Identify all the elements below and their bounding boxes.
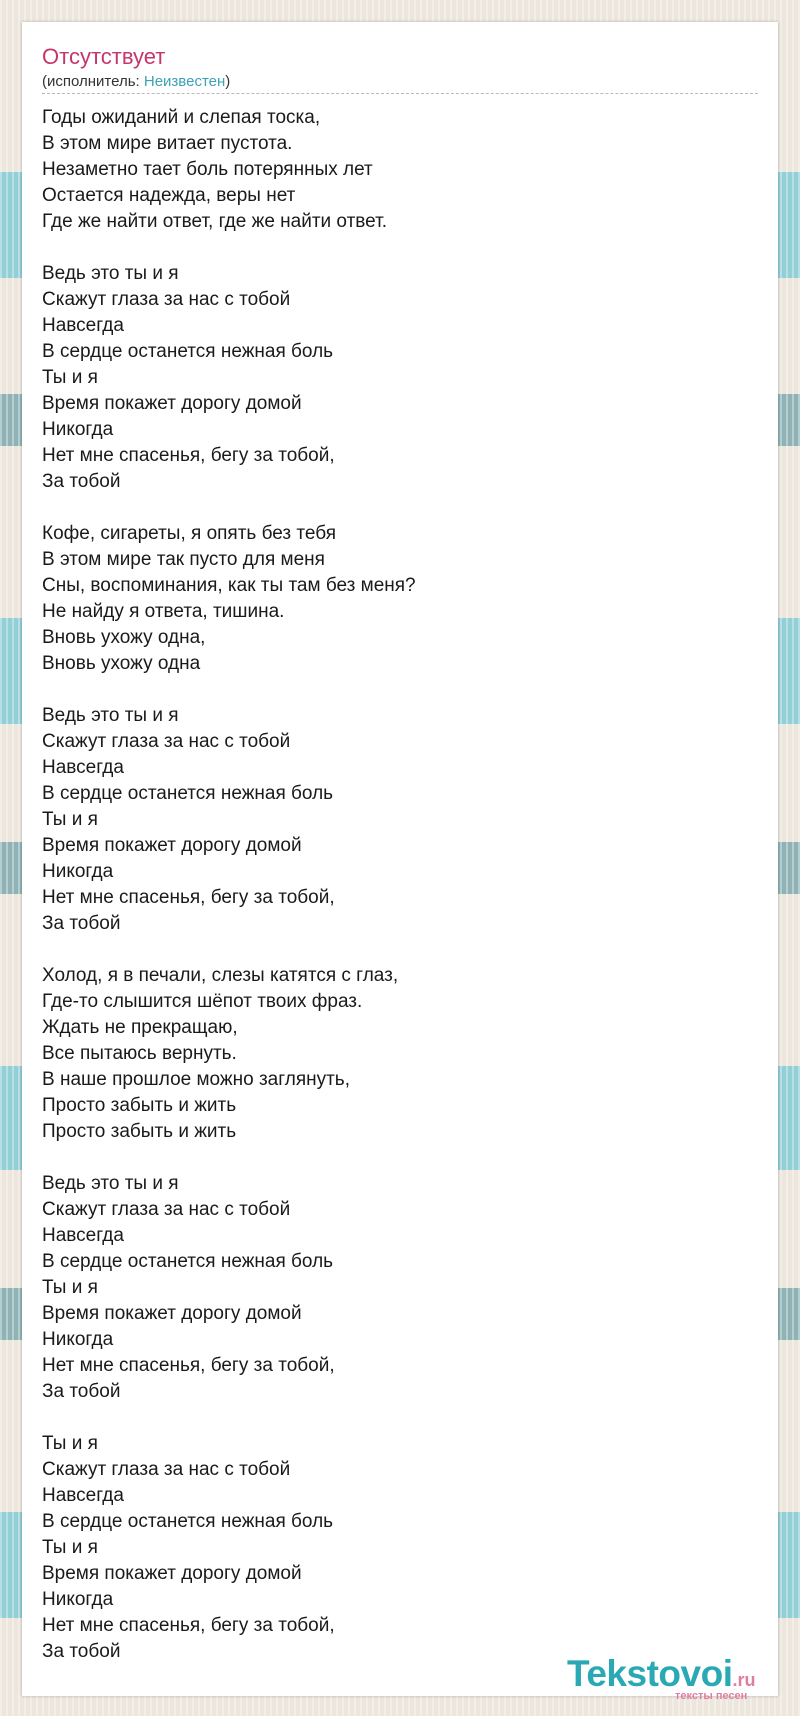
lyrics-stanza bbox=[42, 1431, 758, 1665]
lyrics-line: Ведь это ты и я bbox=[42, 1173, 179, 1194]
lyrics-line: Ждать не прекращаю, bbox=[42, 1017, 238, 1038]
lyrics-body bbox=[42, 105, 758, 1691]
lyrics-line: Незаметно тает боль потерянных лет bbox=[42, 159, 373, 180]
lyrics-line: Где же найти ответ, где же найти ответ. bbox=[42, 211, 387, 232]
lyrics-line: В сердце останется нежная боль bbox=[42, 341, 334, 362]
lyrics-line: Просто забыть и жить bbox=[42, 1095, 237, 1116]
lyrics-line: В сердце останется нежная боль bbox=[42, 1511, 334, 1532]
lyrics-line: Скажут глаза за нас с тобой bbox=[42, 1199, 291, 1220]
lyrics-line: Нет мне спасенья, бегу за тобой, bbox=[42, 1355, 335, 1376]
lyrics-line: За тобой bbox=[42, 1381, 121, 1402]
lyrics-line: Ведь это ты и я bbox=[42, 263, 179, 284]
lyrics-line: Нет мне спасенья, бегу за тобой, bbox=[42, 887, 335, 908]
lyrics-line: Просто забыть и жить bbox=[42, 1121, 237, 1142]
lyrics-line: Навсегда bbox=[42, 757, 124, 778]
lyrics-line: Никогда bbox=[42, 1589, 114, 1610]
lyrics-line: Ведь это ты и я bbox=[42, 705, 179, 726]
lyrics-line: Навсегда bbox=[42, 1225, 124, 1246]
song-title: Отсутствует bbox=[42, 44, 166, 69]
lyrics-line: В наше прошлое можно заглянуть, bbox=[42, 1069, 350, 1090]
lyrics-line: Никогда bbox=[42, 1329, 114, 1350]
lyrics-line: Где-то слышится шёпот твоих фраз. bbox=[42, 991, 363, 1012]
lyrics-line: Ты и я bbox=[42, 367, 98, 388]
lyrics-line: Время покажет дорогу домой bbox=[42, 393, 302, 414]
lyrics-line: За тобой bbox=[42, 1641, 121, 1662]
lyrics-line: За тобой bbox=[42, 471, 121, 492]
lyrics-line: Время покажет дорогу домой bbox=[42, 1303, 302, 1324]
lyrics-line: Время покажет дорогу домой bbox=[42, 835, 302, 856]
lyrics-line: Сны, воспоминания, как ты там без меня? bbox=[42, 575, 416, 596]
performer-suffix: ) bbox=[225, 73, 231, 90]
lyrics-line: Никогда bbox=[42, 861, 114, 882]
lyrics-line: Не найду я ответа, тишина. bbox=[42, 601, 285, 622]
logo-tld: .ru bbox=[732, 1670, 756, 1690]
lyrics-line: За тобой bbox=[42, 913, 121, 934]
lyrics-stanza bbox=[42, 105, 758, 235]
lyrics-line: Ты и я bbox=[42, 1433, 98, 1454]
lyrics-card bbox=[22, 22, 778, 1702]
header-divider bbox=[42, 93, 758, 94]
lyrics-line: Время покажет дорогу домой bbox=[42, 1563, 302, 1584]
lyrics-line: Остается надежда, веры нет bbox=[42, 185, 296, 206]
performer-link[interactable]: Неизвестен bbox=[143, 73, 226, 90]
lyrics-stanza bbox=[42, 261, 758, 495]
lyrics-line: Скажут глаза за нас с тобой bbox=[42, 1459, 291, 1480]
lyrics-line: Скажут глаза за нас с тобой bbox=[42, 731, 291, 752]
lyrics-stanza bbox=[42, 703, 758, 937]
lyrics-line: Холод, я в печали, слезы катятся с глаз, bbox=[42, 965, 399, 986]
lyrics-line: Вновь ухожу одна bbox=[42, 653, 201, 674]
lyrics-line: Нет мне спасенья, бегу за тобой, bbox=[42, 445, 335, 466]
lyrics-line: Скажут глаза за нас с тобой bbox=[42, 289, 291, 310]
lyrics-line: Вновь ухожу одна, bbox=[42, 627, 206, 648]
performer-line bbox=[42, 73, 230, 91]
lyrics-line: В сердце останется нежная боль bbox=[42, 783, 334, 804]
lyrics-stanza bbox=[42, 963, 758, 1145]
lyrics-line: Нет мне спасенья, бегу за тобой, bbox=[42, 1615, 335, 1636]
lyrics-line: Годы ожиданий и слепая тоска, bbox=[42, 107, 321, 128]
lyrics-line: Ты и я bbox=[42, 1537, 98, 1558]
lyrics-line: В этом мире витает пустота. bbox=[42, 133, 293, 154]
lyrics-line: Ты и я bbox=[42, 1277, 98, 1298]
lyrics-line: В сердце останется нежная боль bbox=[42, 1251, 334, 1272]
lyrics-stanza bbox=[42, 521, 758, 677]
logo-tagline: тексты песен bbox=[675, 1690, 748, 1702]
tekstovoi-logo[interactable] bbox=[567, 1654, 767, 1704]
lyrics-line: Ты и я bbox=[42, 809, 98, 830]
lyrics-line: Все пытаюсь вернуть. bbox=[42, 1043, 237, 1064]
lyrics-line: Навсегда bbox=[42, 315, 124, 336]
performer-prefix: (исполнитель: bbox=[42, 73, 144, 90]
lyrics-line: Кофе, сигареты, я опять без тебя bbox=[42, 523, 336, 544]
lyrics-line: В этом мире так пусто для меня bbox=[42, 549, 325, 570]
logo-name: Tekstovoi bbox=[567, 1653, 733, 1694]
lyrics-line: Никогда bbox=[42, 419, 114, 440]
lyrics-stanza bbox=[42, 1171, 758, 1405]
lyrics-line: Навсегда bbox=[42, 1485, 124, 1506]
